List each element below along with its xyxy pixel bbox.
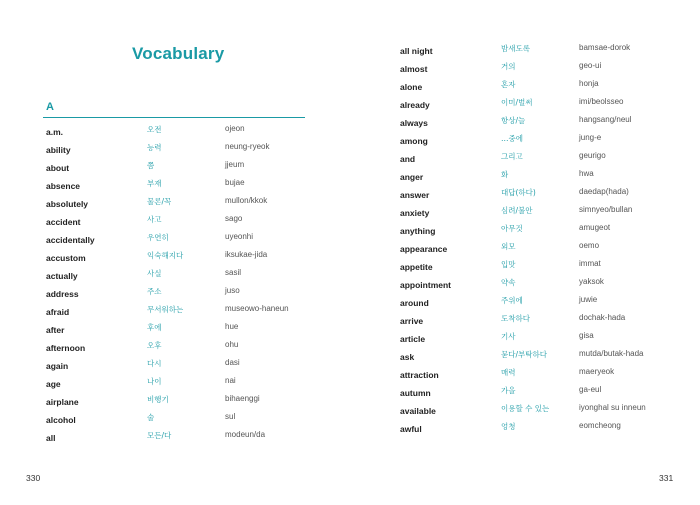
romanization: mutda/butak-hada <box>579 349 644 358</box>
romanization: bamsae-dorok <box>579 43 631 52</box>
korean-translation: 그리고 <box>501 152 523 161</box>
vocab-entry <box>400 205 700 222</box>
korean-translation: 오전 <box>147 125 162 134</box>
korean-translation: 무서워하는 <box>147 305 184 314</box>
romanization: modeun/da <box>225 430 266 439</box>
romanization: jung-e <box>579 133 602 142</box>
english-word: answer <box>400 190 430 200</box>
vocab-entry <box>400 133 700 150</box>
korean-translation: 부재 <box>147 179 162 188</box>
korean-translation: …중에 <box>501 134 523 143</box>
vocab-entry <box>46 178 346 195</box>
korean-translation: 아무것 <box>501 224 523 233</box>
english-word: all night <box>400 46 433 56</box>
english-word: among <box>400 136 428 146</box>
korean-translation: 화 <box>501 170 509 179</box>
korean-translation: 밤새도록 <box>501 44 530 53</box>
korean-translation: 능력 <box>147 143 162 152</box>
vocab-entry <box>46 232 346 249</box>
romanization: sago <box>225 214 243 223</box>
romanization: bujae <box>225 178 245 187</box>
english-word: accidentally <box>46 235 95 245</box>
korean-translation: 사실 <box>147 269 162 278</box>
romanization: gisa <box>579 331 594 340</box>
romanization: oemo <box>579 241 600 250</box>
korean-translation: 엉청 <box>501 422 516 431</box>
page-title: Vocabulary <box>132 44 225 63</box>
korean-translation: 다시 <box>147 359 162 368</box>
vocab-entry <box>400 97 700 114</box>
romanization: iksukae-jida <box>225 250 268 259</box>
english-word: after <box>46 325 65 335</box>
vocab-entry <box>400 169 700 186</box>
english-word: ask <box>400 352 415 362</box>
korean-translation: 후에 <box>147 323 162 332</box>
korean-translation: 입맛 <box>501 260 516 269</box>
korean-translation: 익숙해지다 <box>147 251 184 260</box>
english-word: anything <box>400 226 436 236</box>
korean-translation: 도착하다 <box>501 314 530 323</box>
vocab-entry <box>400 79 700 96</box>
vocab-entry <box>400 385 700 402</box>
english-word: actually <box>46 271 78 281</box>
romanization: museowo-haneun <box>225 304 289 313</box>
romanization: geo-ui <box>579 61 602 70</box>
vocab-entry <box>400 403 700 420</box>
romanization: uyeonhi <box>225 232 254 241</box>
english-word: airplane <box>46 397 79 407</box>
romanization: hue <box>225 322 239 331</box>
korean-translation: 약속 <box>501 278 516 287</box>
vocab-entry <box>400 241 700 258</box>
section-letter: A <box>46 101 54 113</box>
vocab-entry <box>46 286 346 303</box>
korean-translation: 매력 <box>501 368 516 377</box>
korean-translation: 주위에 <box>501 296 523 305</box>
korean-translation: 이미/벌써 <box>501 98 533 107</box>
english-word: awful <box>400 424 422 434</box>
vocab-entry <box>46 196 346 213</box>
romanization: juso <box>225 286 240 295</box>
vocab-entry <box>46 304 346 321</box>
romanization: immat <box>579 259 601 268</box>
english-word: appearance <box>400 244 448 254</box>
romanization: neung-ryeok <box>225 142 270 151</box>
romanization: bihaenggi <box>225 394 260 403</box>
english-word: appetite <box>400 262 433 272</box>
romanization: sul <box>225 412 236 421</box>
korean-translation: 외모 <box>501 242 516 251</box>
english-word: ability <box>46 145 71 155</box>
korean-translation: 비행기 <box>147 395 169 404</box>
korean-translation: 술 <box>147 413 155 422</box>
vocab-entry <box>400 331 700 348</box>
romanization: amugeot <box>579 223 611 232</box>
korean-translation: 사고 <box>147 215 162 224</box>
vocab-entry <box>46 268 346 285</box>
korean-translation: 이용할 수 있는 <box>501 404 550 413</box>
vocab-entry <box>400 61 700 78</box>
vocab-entry <box>400 349 700 366</box>
romanization: daedap(hada) <box>579 187 629 196</box>
vocab-entry <box>46 340 346 357</box>
vocab-entry <box>46 124 346 141</box>
english-word: address <box>46 289 79 299</box>
vocab-entry <box>46 376 346 393</box>
english-word: around <box>400 298 429 308</box>
korean-translation: 혼자 <box>501 80 516 89</box>
romanization: imi/beolsseo <box>579 97 624 106</box>
korean-translation: 대답(하다) <box>501 188 536 197</box>
vocab-entry <box>400 295 700 312</box>
romanization: juwie <box>579 295 598 304</box>
page-number-right: 331 <box>659 473 674 483</box>
vocab-entry <box>46 142 346 159</box>
vocab-entry <box>46 250 346 267</box>
english-word: afternoon <box>46 343 86 353</box>
korean-translation: 물론/꼭 <box>147 197 172 206</box>
vocab-entry <box>400 187 700 204</box>
romanization: ga-eul <box>579 385 602 394</box>
vocab-entry <box>400 151 700 168</box>
english-word: arrive <box>400 316 424 326</box>
vocab-entry <box>400 421 700 438</box>
romanization: hangsang/neul <box>579 115 632 124</box>
romanization: hwa <box>579 169 594 178</box>
english-word: accustom <box>46 253 86 263</box>
korean-translation: 항상/늘 <box>501 116 526 125</box>
vocab-entry <box>46 358 346 375</box>
romanization: sasil <box>225 268 242 277</box>
korean-translation: 모든/다 <box>147 431 172 440</box>
english-word: almost <box>400 64 428 74</box>
english-word: already <box>400 100 430 110</box>
english-word: anxiety <box>400 208 430 218</box>
vocab-entry <box>400 259 700 276</box>
english-word: absolutely <box>46 199 89 209</box>
section-divider <box>43 117 305 118</box>
english-word: available <box>400 406 436 416</box>
korean-translation: 오후 <box>147 341 162 350</box>
romanization: maeryeok <box>579 367 615 376</box>
romanization: dasi <box>225 358 240 367</box>
english-word: a.m. <box>46 127 64 137</box>
korean-translation: 우연히 <box>147 233 169 242</box>
romanization: geurigo <box>579 151 606 160</box>
romanization: iyonghal su inneun <box>579 403 646 412</box>
vocab-entry <box>400 313 700 330</box>
english-word: again <box>46 361 69 371</box>
vocab-entry <box>400 367 700 384</box>
vocab-entry <box>46 394 346 411</box>
english-word: absence <box>46 181 81 191</box>
korean-translation: 심려/불안 <box>501 206 533 215</box>
vocab-entry <box>46 214 346 231</box>
romanization: nai <box>225 376 236 385</box>
romanization: mullon/kkok <box>225 196 268 205</box>
korean-translation: 쯤 <box>147 161 155 170</box>
english-word: attraction <box>400 370 439 380</box>
english-word: accident <box>46 217 81 227</box>
korean-translation: 거의 <box>501 62 516 71</box>
vocab-entry <box>400 223 700 240</box>
english-word: alcohol <box>46 415 76 425</box>
vocab-entry <box>400 115 700 132</box>
romanization: jjeum <box>225 160 245 169</box>
romanization: simnyeo/bullan <box>579 205 633 214</box>
english-word: always <box>400 118 428 128</box>
english-word: all <box>46 433 56 443</box>
romanization: dochak-hada <box>579 313 626 322</box>
english-word: and <box>400 154 416 164</box>
english-word: article <box>400 334 426 344</box>
vocab-entry <box>46 412 346 429</box>
romanization: yaksok <box>579 277 604 286</box>
romanization: ojeon <box>225 124 245 133</box>
korean-translation: 주소 <box>147 287 162 296</box>
romanization: ohu <box>225 340 239 349</box>
english-word: autumn <box>400 388 431 398</box>
korean-translation: 기사 <box>501 332 516 341</box>
english-word: age <box>46 379 61 389</box>
romanization: honja <box>579 79 599 88</box>
english-word: about <box>46 163 70 173</box>
vocab-entry <box>46 160 346 177</box>
korean-translation: 나이 <box>147 377 162 386</box>
english-word: anger <box>400 172 424 182</box>
korean-translation: 묻다/부탁하다 <box>501 350 547 359</box>
romanization: eomcheong <box>579 421 621 430</box>
english-word: afraid <box>46 307 70 317</box>
english-word: appointment <box>400 280 451 290</box>
english-word: alone <box>400 82 423 92</box>
vocab-entry <box>400 277 700 294</box>
page-number-left: 330 <box>26 473 41 483</box>
vocab-entry <box>46 430 346 447</box>
vocab-entry <box>400 43 700 60</box>
korean-translation: 가을 <box>501 386 516 395</box>
right-page <box>350 0 700 505</box>
vocab-entry <box>46 322 346 339</box>
